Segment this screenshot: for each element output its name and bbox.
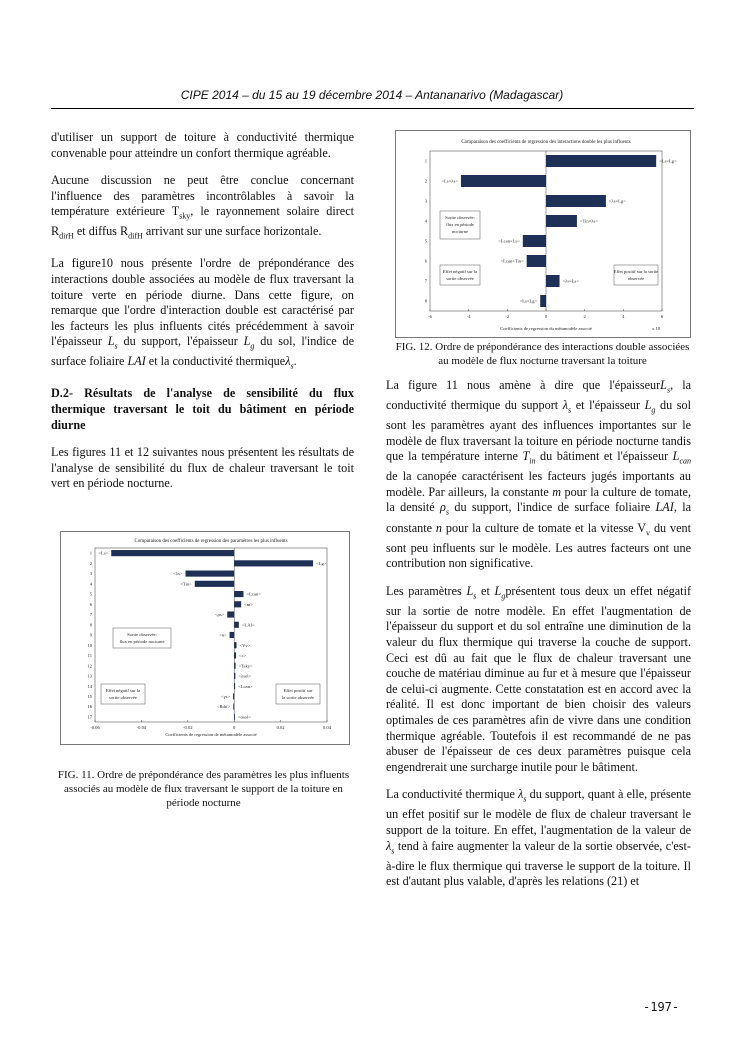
paragraph: d'utiliser un support de toiture à conductivité thermique convenable pour atteindre un confort thermique agréable. — [51, 130, 354, 160]
y-tick-label: 15 — [87, 694, 92, 700]
y-tick-label: 1 — [424, 158, 427, 164]
chart-title: Comparaison des coefficients de regression des interactions double les plus influents — [461, 140, 631, 145]
bar — [546, 275, 560, 287]
bar-label: <ρs> — [214, 612, 225, 618]
svg-text:sortie observée: sortie observée — [446, 276, 474, 281]
bar-label: <αsol> — [237, 714, 251, 720]
x-tick-label: -0.06 — [90, 725, 100, 730]
svg-text:Sortie observée:: Sortie observée: — [445, 215, 475, 220]
x-tick-label: 2 — [583, 314, 586, 319]
x-tick-label: -0.02 — [183, 725, 193, 730]
bar-label: <Lg> — [316, 560, 327, 566]
bar-label: <λs×Ls> — [562, 278, 579, 284]
bar — [527, 255, 546, 267]
y-tick-label: 9 — [89, 632, 92, 638]
svg-text:Effet négatif sur la: Effet négatif sur la — [442, 269, 478, 274]
y-tick-label: 3 — [424, 198, 427, 204]
x-scale-label: x 10 — [651, 326, 661, 331]
bar — [234, 601, 241, 607]
y-tick-label: 5 — [89, 591, 92, 597]
bar-label: <Lcan×Tin> — [500, 258, 524, 264]
x-axis-label: Coefficients de regression de métamodèle associé — [165, 732, 257, 737]
y-tick-label: 5 — [424, 238, 427, 244]
x-tick-label: 0.02 — [276, 725, 285, 730]
svg-text:observée: observée — [627, 276, 645, 281]
y-tick-label: 7 — [424, 278, 427, 284]
right-column — [386, 378, 691, 902]
bar — [546, 155, 656, 167]
svg-text:sortie observée: sortie observée — [109, 695, 137, 700]
legend-box-negative — [101, 684, 145, 704]
legend-box-positive — [614, 265, 659, 285]
bar — [461, 175, 546, 187]
bar-label: <m> — [244, 601, 253, 607]
svg-text:Effet positif sur: Effet positif sur — [283, 688, 313, 693]
svg-text:la sortie observée: la sortie observée — [281, 695, 315, 700]
bar — [540, 295, 546, 307]
bar-label: <Tin×λs> — [579, 218, 598, 224]
page-number: -197- — [643, 1000, 680, 1014]
svg-text:Sortie observée:: Sortie observée: — [127, 632, 157, 637]
bar-label: <Rdif> — [216, 704, 231, 710]
y-tick-label: 7 — [89, 612, 92, 618]
x-tick-label: 0.04 — [322, 725, 332, 730]
bar-label: <c> — [239, 653, 247, 659]
bar — [195, 581, 234, 587]
x-tick-label: -2 — [505, 314, 510, 319]
figure-12-chart — [396, 131, 690, 337]
bar-label: <Tsky> — [238, 663, 253, 669]
bar — [233, 693, 234, 699]
figure-12 — [395, 130, 691, 338]
bar-label: <n> — [219, 632, 227, 638]
y-tick-label: 8 — [89, 622, 92, 628]
svg-text:Effet positif sur la sortie: Effet positif sur la sortie — [613, 269, 659, 274]
chart-title: Comparaison des coefficients de regression des paramètres les plus influents — [134, 539, 288, 544]
paragraph: La figure 11 nous amène à dire que l'épaisseurL$_s$, la conductivité thermique du support $\lambda_s$ et l'épaisseur $L_g$ du sol sont les paramètres ayant des influences importantes sur le modèle de flux traversant la toiture en période nocturne tandis que la température interne $T_{in}$ du bâtiment et l'épaisseur $L_{can}$ de la canopée caractérisent les facteurs jugés importants au modèle. Par ailleurs, la constante m pour la culture de tomate, la densité $\rho_s$ du support, l'indice de surface foliaire LAI, la constante n pour la culture de tomate et la vitesse $V_v$ du vent sont peu influents sur le modèle. Les autres facteurs ont une contribution non significative. — [386, 378, 692, 571]
y-tick-label: 10 — [87, 642, 92, 648]
figure-11-chart — [61, 532, 349, 744]
y-tick-label: 11 — [87, 653, 92, 659]
bar — [227, 611, 234, 617]
svg-text:Effet négatif sur la: Effet négatif sur la — [105, 688, 141, 693]
bar-label: <Ls×Lg> — [519, 298, 538, 304]
paragraph: Les paramètres $L_s$ et $L_gprésentent$ tous deux un effet négatif sur la sortie de notre modèle. En effet l'augmentation de l'épaisseur du support et du sol entraîne une diminution de la valeur du flux thermique qui traverse la couche de support. Ceci est dû au fait que le flux de chaleur traversant une couche de matériau diminue au fur et à mesure que l'épaisseur de celui-ci augmente. Cette constatation est en accord avec la réalité. Il est donc important de bien choisir des valeurs optimales de ces paramètres afin de vivre dans une condition thermique agréable. Toutefois il est recommandé de ne pas abuser de l'épaisseur de ces deux paramètres puisque cela engendrerait une surcharge inutile pour le bâtiment. — [386, 583, 692, 774]
y-tick-label: 17 — [87, 714, 92, 720]
bar — [111, 550, 234, 556]
bar-label: <λs×Lg> — [608, 198, 626, 204]
bar — [234, 560, 313, 566]
y-tick-label: 2 — [89, 560, 92, 566]
y-tick-label: 12 — [87, 663, 92, 669]
paragraph: Les figures 11 et 12 suivantes nous présentent les résultats de l'analyse de sensibilité du flux de chaleur traversant le toit vert en période nocturne. — [51, 445, 354, 491]
bar — [234, 683, 235, 689]
bar-label: <Lcan> — [246, 591, 261, 597]
figure-11 — [60, 531, 350, 745]
bar-label: <Tin> — [180, 581, 192, 587]
y-tick-label: 14 — [87, 683, 92, 689]
y-tick-label: 1 — [89, 550, 92, 556]
x-tick-label: -6 — [428, 314, 432, 319]
x-tick-label: 0 — [233, 725, 236, 730]
bar-label: <λsol> — [238, 673, 252, 679]
legend-box-output — [440, 211, 480, 239]
x-tick-label: -4 — [466, 314, 471, 319]
section-heading: D.2- Résultats de l'analyse de sensibilité du flux thermique traversant le toit du bâtiment en période diurne — [51, 386, 354, 432]
x-tick-label: 4 — [622, 314, 625, 319]
bar-label: <LAI> — [241, 622, 255, 628]
bar — [546, 195, 606, 207]
y-tick-label: 16 — [87, 704, 92, 710]
y-tick-label: 4 — [424, 218, 427, 224]
legend-box-positive — [276, 684, 320, 704]
bar — [234, 622, 239, 628]
y-tick-label: 6 — [89, 601, 92, 607]
paragraph: La figure10 nous présente l'ordre de prépondérance des interactions double associées au modèle de flux traversant la toiture verte en période diurne. Dans cette figure, on remarque que l'ordre d'interaction double est caractérisé par les facteurs les plus influents cités précédemment à savoir l'épaisseur $L_s$ du support, l'épaisseur $L_g$ du sol, l'indice de surface foliaire LAI et la conductivité thermiqueλ$_s$. — [51, 256, 354, 371]
page-header: CIPE 2014 – du 15 au 19 décembre 2014 – Antananarivo (Madagascar) — [180, 88, 564, 102]
bar — [230, 632, 235, 638]
y-tick-label: 13 — [87, 673, 92, 679]
bar — [546, 215, 577, 227]
paragraph: Aucune discussion ne peut être conclue concernant l'influence des paramètres incontrôlables à savoir la température extérieure $T_{sky}$, le rayonnement solaire direct $R_{dirH}$ et diffus $R_{difH}$ arrivant sur une surface horizontale. — [51, 173, 354, 241]
bar — [234, 642, 236, 648]
paragraph: La conductivité thermique $\lambda_s$ du support, quant à elle, présente un effet positif sur le modèle de flux de chaleur traversant le support de la toiture. En effet, l'augmentation de la valeur de $\lambda_s$ tend à faire augmenter la valeur de la sortie observée, c'est-à-dire le flux thermique qui traverse le support de la toiture. Il est d'autant plus valable, d'après les relations (21) et — [386, 787, 691, 889]
bar — [234, 714, 235, 720]
x-tick-label: 6 — [660, 314, 664, 319]
x-axis-label: Coefficients de regression du métamodèle associé — [500, 326, 592, 331]
bar — [185, 571, 234, 577]
svg-text:flux en période: flux en période — [446, 222, 474, 227]
header-rule — [51, 108, 694, 109]
bar — [234, 652, 236, 658]
bar — [234, 673, 235, 679]
y-tick-label: 2 — [424, 178, 427, 184]
bar — [233, 704, 234, 710]
bar-label: <Ls×λs> — [441, 178, 458, 184]
bar — [523, 235, 546, 247]
bar-label: <γs> — [221, 694, 231, 700]
y-tick-label: 6 — [424, 258, 427, 264]
bar-label: <Ls> — [98, 550, 109, 556]
bar-label: <Lcan> — [238, 683, 253, 689]
bar-label: <Vv> — [239, 642, 251, 648]
svg-text:flux en période nocturne: flux en période nocturne — [119, 639, 165, 644]
left-column — [51, 130, 354, 504]
legend-box-negative — [440, 265, 480, 285]
y-tick-label: 4 — [89, 581, 92, 587]
bar — [234, 663, 235, 669]
figure-12-caption: FIG. 12. Ordre de prépondérance des interactions double associées au modèle de flux nocturne traversant la toiture — [395, 341, 690, 367]
bar — [234, 591, 243, 597]
x-tick-label: 0 — [544, 314, 548, 319]
bar-label: <Ls×Lg> — [659, 158, 677, 164]
bar-label: <λs> — [173, 571, 183, 577]
legend-box-output — [113, 628, 171, 648]
svg-text:nocturne: nocturne — [451, 229, 469, 234]
figure-11-caption: FIG. 11. Ordre de prépondérance des paramètres les plus influents associés au modèle de flux traversant le support de la toiture en période nocturne — [57, 769, 350, 809]
y-tick-label: 3 — [89, 571, 92, 577]
bar-label: <Lcan×Ls> — [498, 238, 520, 244]
y-tick-label: 8 — [424, 298, 427, 304]
x-tick-label: -0.04 — [136, 725, 147, 730]
